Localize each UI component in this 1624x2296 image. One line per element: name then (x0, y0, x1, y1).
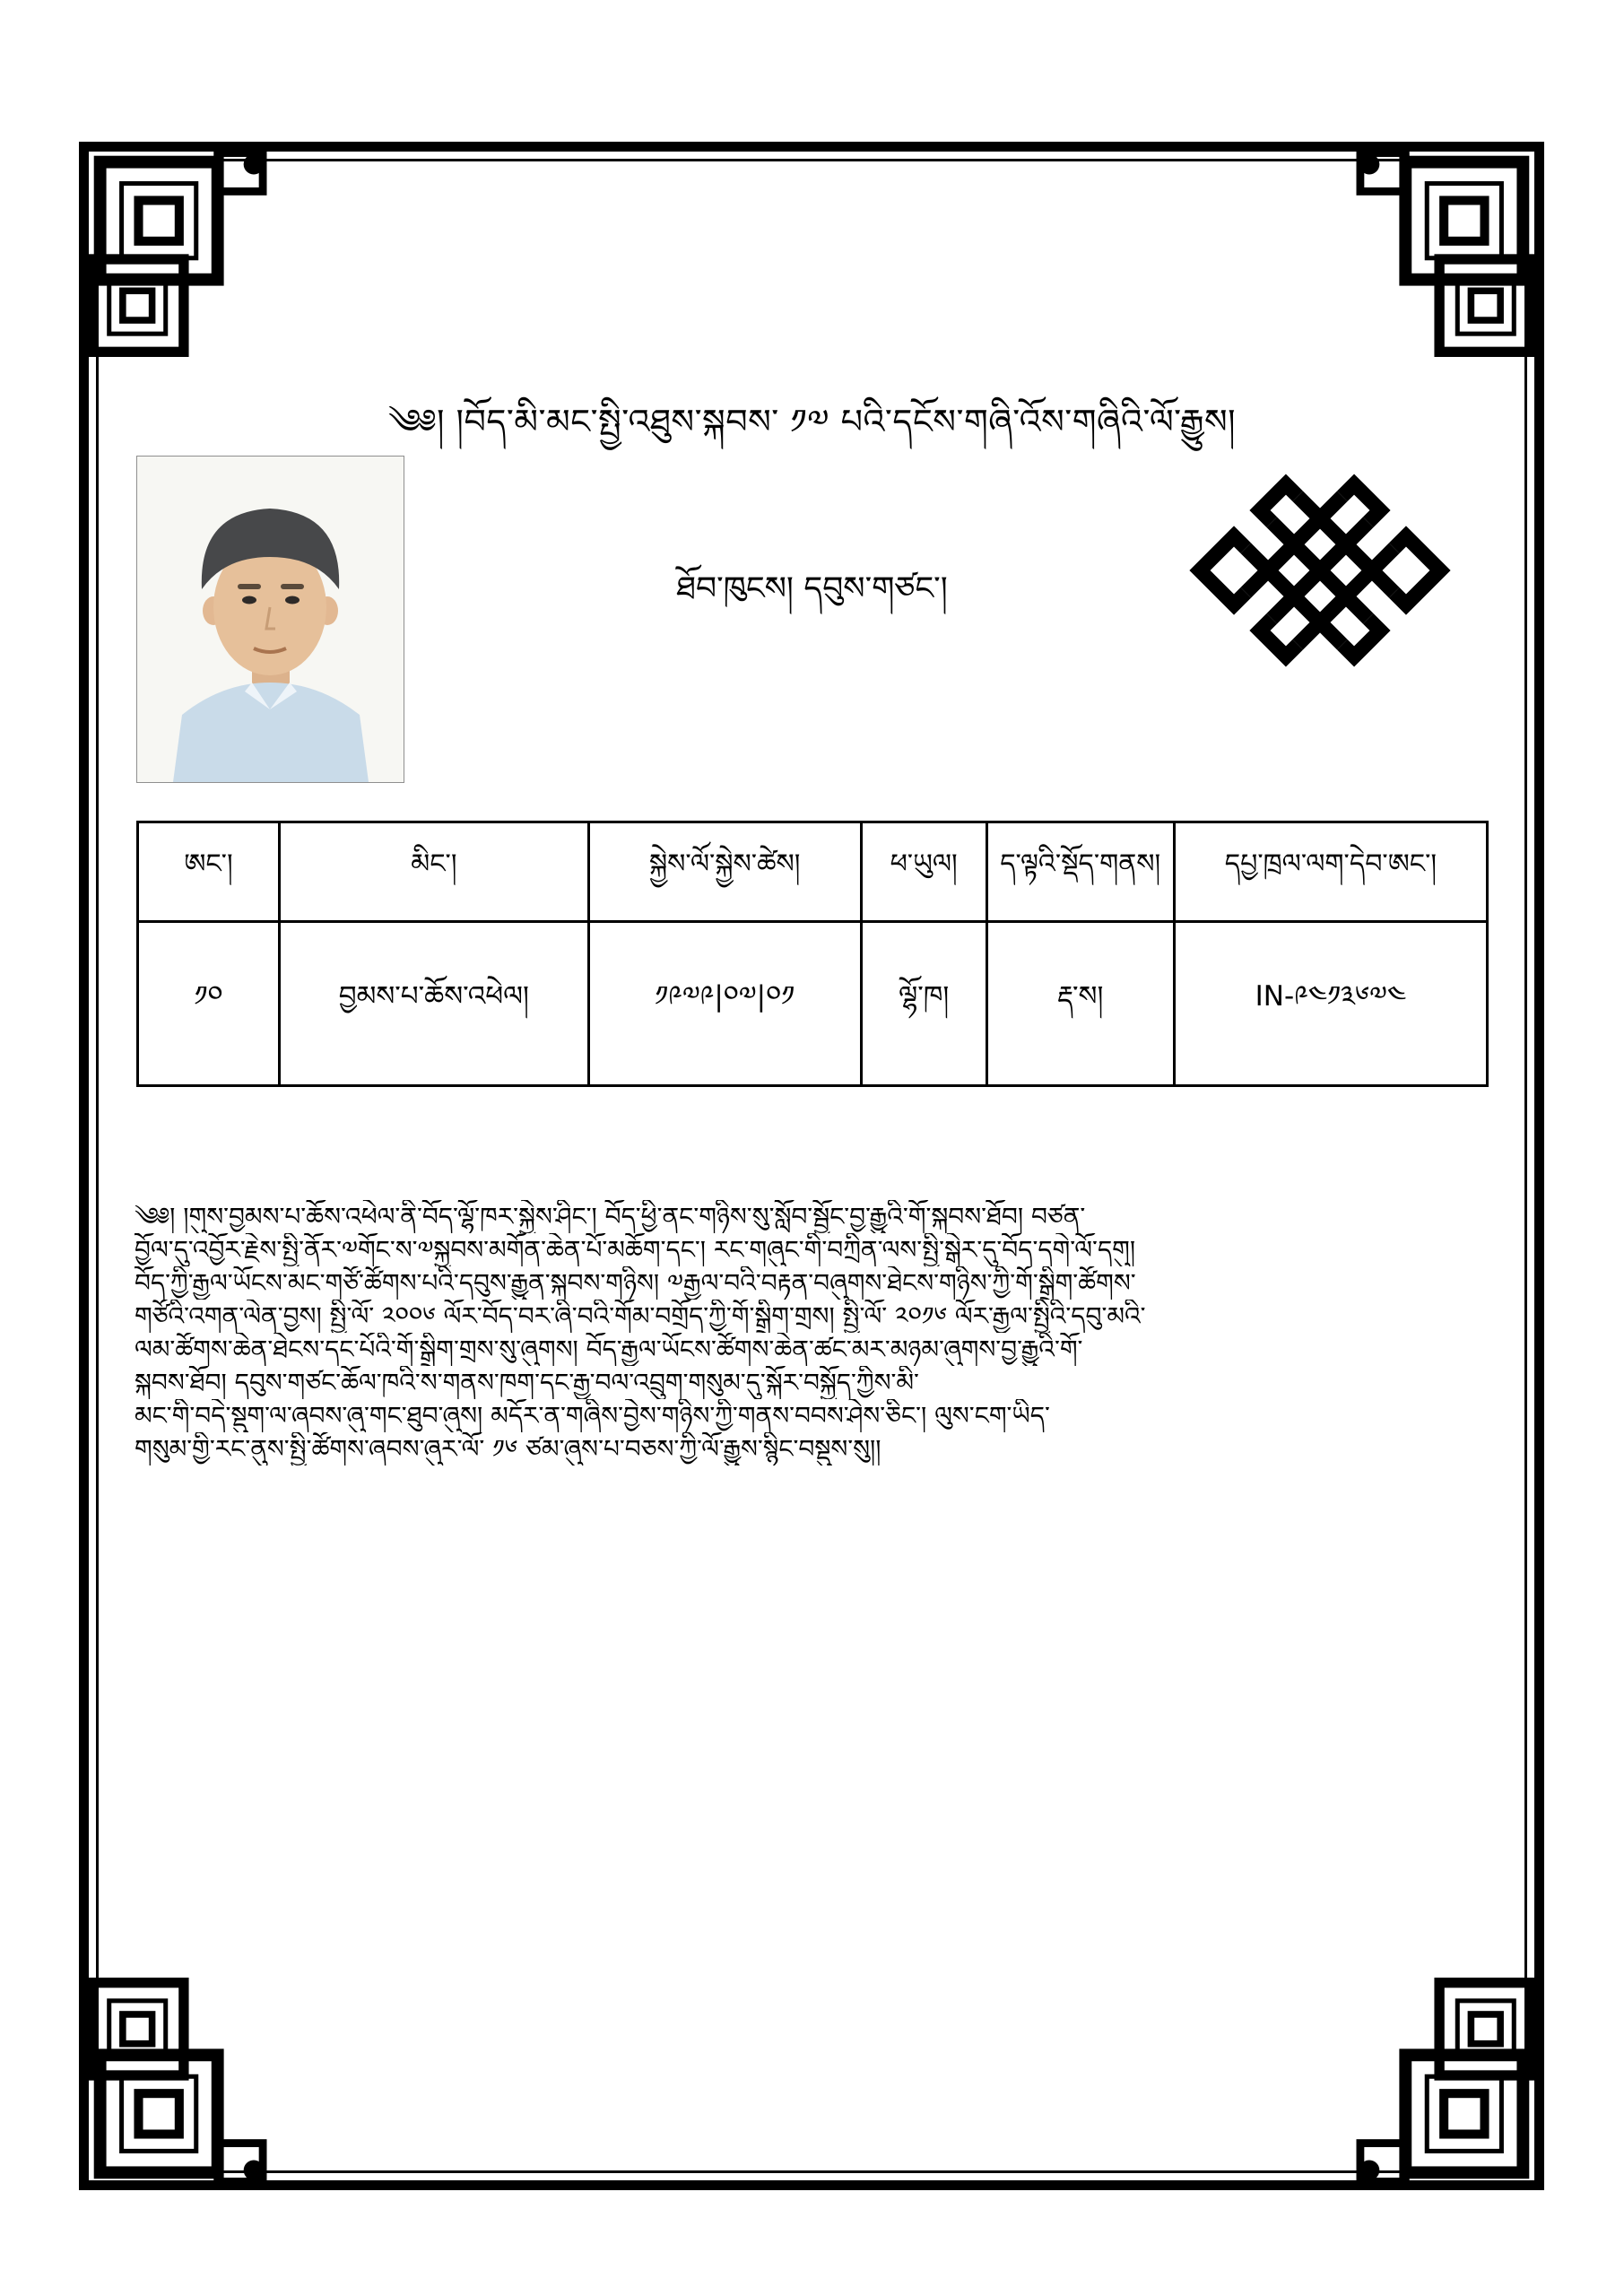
cell-birth-date: ༡༩༧༩|༠༧|༠༡ (588, 922, 861, 1086)
tibetan-fret-corner-icon (84, 146, 310, 372)
biography-line: མང་གི་བདེ་སྡུག་ལ་ཞབས་ཞུ་གང་ཐུབ་ཞུས། མདོར་ན་གཞིས་བྱེས་གཉིས་ཀྱི་གནས་བབས་ཤེས་ཅིང་། ལུས་ངག་ཡིད་ (135, 1401, 1050, 1431)
header-green-book-number: དཔྱ་ཁྲལ་ལག་དེབ་ཨང་། (1174, 822, 1487, 922)
corner-ornament-top-left (84, 146, 310, 372)
tibetan-fret-corner-icon (84, 1962, 310, 2188)
corner-ornament-top-right (1313, 146, 1539, 372)
corner-ornament-bottom-left (84, 1962, 310, 2188)
cell-current-residence: རྡ་ས། (986, 922, 1174, 1086)
biography-line: སྐབས་ཐོབ། དབུས་གཙང་ཆོལ་ཁའི་ས་གནས་ཁག་དང་རྒྱ་བལ་འབྲུག་གསུམ་དུ་སྐོར་བསྐྱོད་ཀྱིས་མི་ (135, 1368, 919, 1397)
biography-line: གསུམ་གྱི་རང་ནུས་སྤྱི་ཚོགས་ཞབས་ཞུར་ལོ་ ༡༦ ཙམ་ཞུས་པ་བཅས་ཀྱི་ལོ་རྒྱུས་སྙིང་བསྡུས་སུ།། (135, 1434, 881, 1464)
cell-name: བྱམས་པ་ཆོས་འཕེལ། (280, 922, 589, 1086)
table-header-row (138, 822, 1488, 922)
tibetan-fret-corner-icon (1313, 1962, 1539, 2188)
constituency-subtitle: ཐོབ་ཁུངས། དབུས་གཙང་། (676, 570, 948, 607)
header-current-residence: ད་ལྟའི་སྡོད་གནས། (986, 822, 1174, 922)
endless-knot-symbol (1185, 436, 1455, 705)
candidate-info-table (136, 821, 1489, 1087)
page-title: ༄༅། །བོད་མི་མང་སྤྱི་འཐུས་སྐབས་ ༡༧ པའི་དངོས་གཞི་འོས་གཞིའི་ལོ་རྒྱུས། (387, 402, 1237, 441)
corner-ornament-bottom-right (1313, 1962, 1539, 2188)
tibetan-fret-corner-icon (1313, 146, 1539, 372)
cell-number: ༡༠ (138, 922, 280, 1086)
cell-green-book-number: IN-༩༤༡༣༦༧༤ (1174, 922, 1487, 1086)
header-birthplace: ཕ་ཡུལ། (861, 822, 986, 922)
biography-line: ༄༅། །གུས་བྱམས་པ་ཆོས་འཕེལ་ནི་བོད་ལྷོ་ཁར་སྐྱེས་ཤིང་། བོད་ཕྱི་ནང་གཉིས་སུ་སློབ་སྦྱོང་བྱ་རྒྱུའི་གོ་སྐབས་ཐོབ། བཙན་ (135, 1202, 1086, 1231)
table-row (138, 922, 1488, 1086)
header-birth-date: སྐྱེས་ལོ་སྐྱེས་ཚེས། (588, 822, 861, 922)
biography-line: བོད་ཀྱི་རྒྱལ་ཡོངས་མང་གཙོ་ཚོགས་པའི་དབུས་རྒྱུན་སྐབས་གཉིས། ༧རྒྱལ་བའི་བརྟན་བཞུགས་ཐེངས་གཉིས་ཀྱི་གོ་སྒྲིག་ཚོགས་ (135, 1268, 1136, 1298)
biography-line: ལམ་ཚོགས་ཆེན་ཐེངས་དང་པོའི་གོ་སྒྲིག་གྲས་སུ་ཞུགས། བོད་རྒྱལ་ཡོངས་ཚོགས་ཆེན་ཚང་མར་མཉམ་ཞུགས་བྱ་རྒྱུའི་གོ་ (135, 1335, 1083, 1364)
header-number: ཨང་། (138, 822, 280, 922)
biography-line: གཙོའི་འགན་ལེན་བྱས། སྤྱི་ལོ་ ༢༠༠༦ ལོར་བོད་བར་ཞི་བའི་གོམ་བགྲོད་ཀྱི་གོ་སྒྲིག་གྲས། སྤྱི་ལོ་ ༢༠༡༦ ལོར་རྒྱལ་སྤྱིའི་དབུ་མའི་ (135, 1301, 1146, 1331)
biography-line: བྱོལ་དུ་འབྱོར་རྗེས་སྤྱི་ནོར་༧གོང་ས་༧སྐྱབས་མགོན་ཆེན་པོ་མཆོག་དང་། རང་གཞུང་གི་བཀྲིན་ལས་སྤྱི་སྒེར་དུ་བོད་དགེ་ལོ་དགུ། (135, 1235, 1136, 1265)
cell-birthplace: ལྷོ་ཁ། (861, 922, 986, 1086)
biography-paragraph (135, 1200, 1496, 1465)
endless-knot-icon (1185, 436, 1455, 705)
header-name: མིང་། (280, 822, 589, 922)
